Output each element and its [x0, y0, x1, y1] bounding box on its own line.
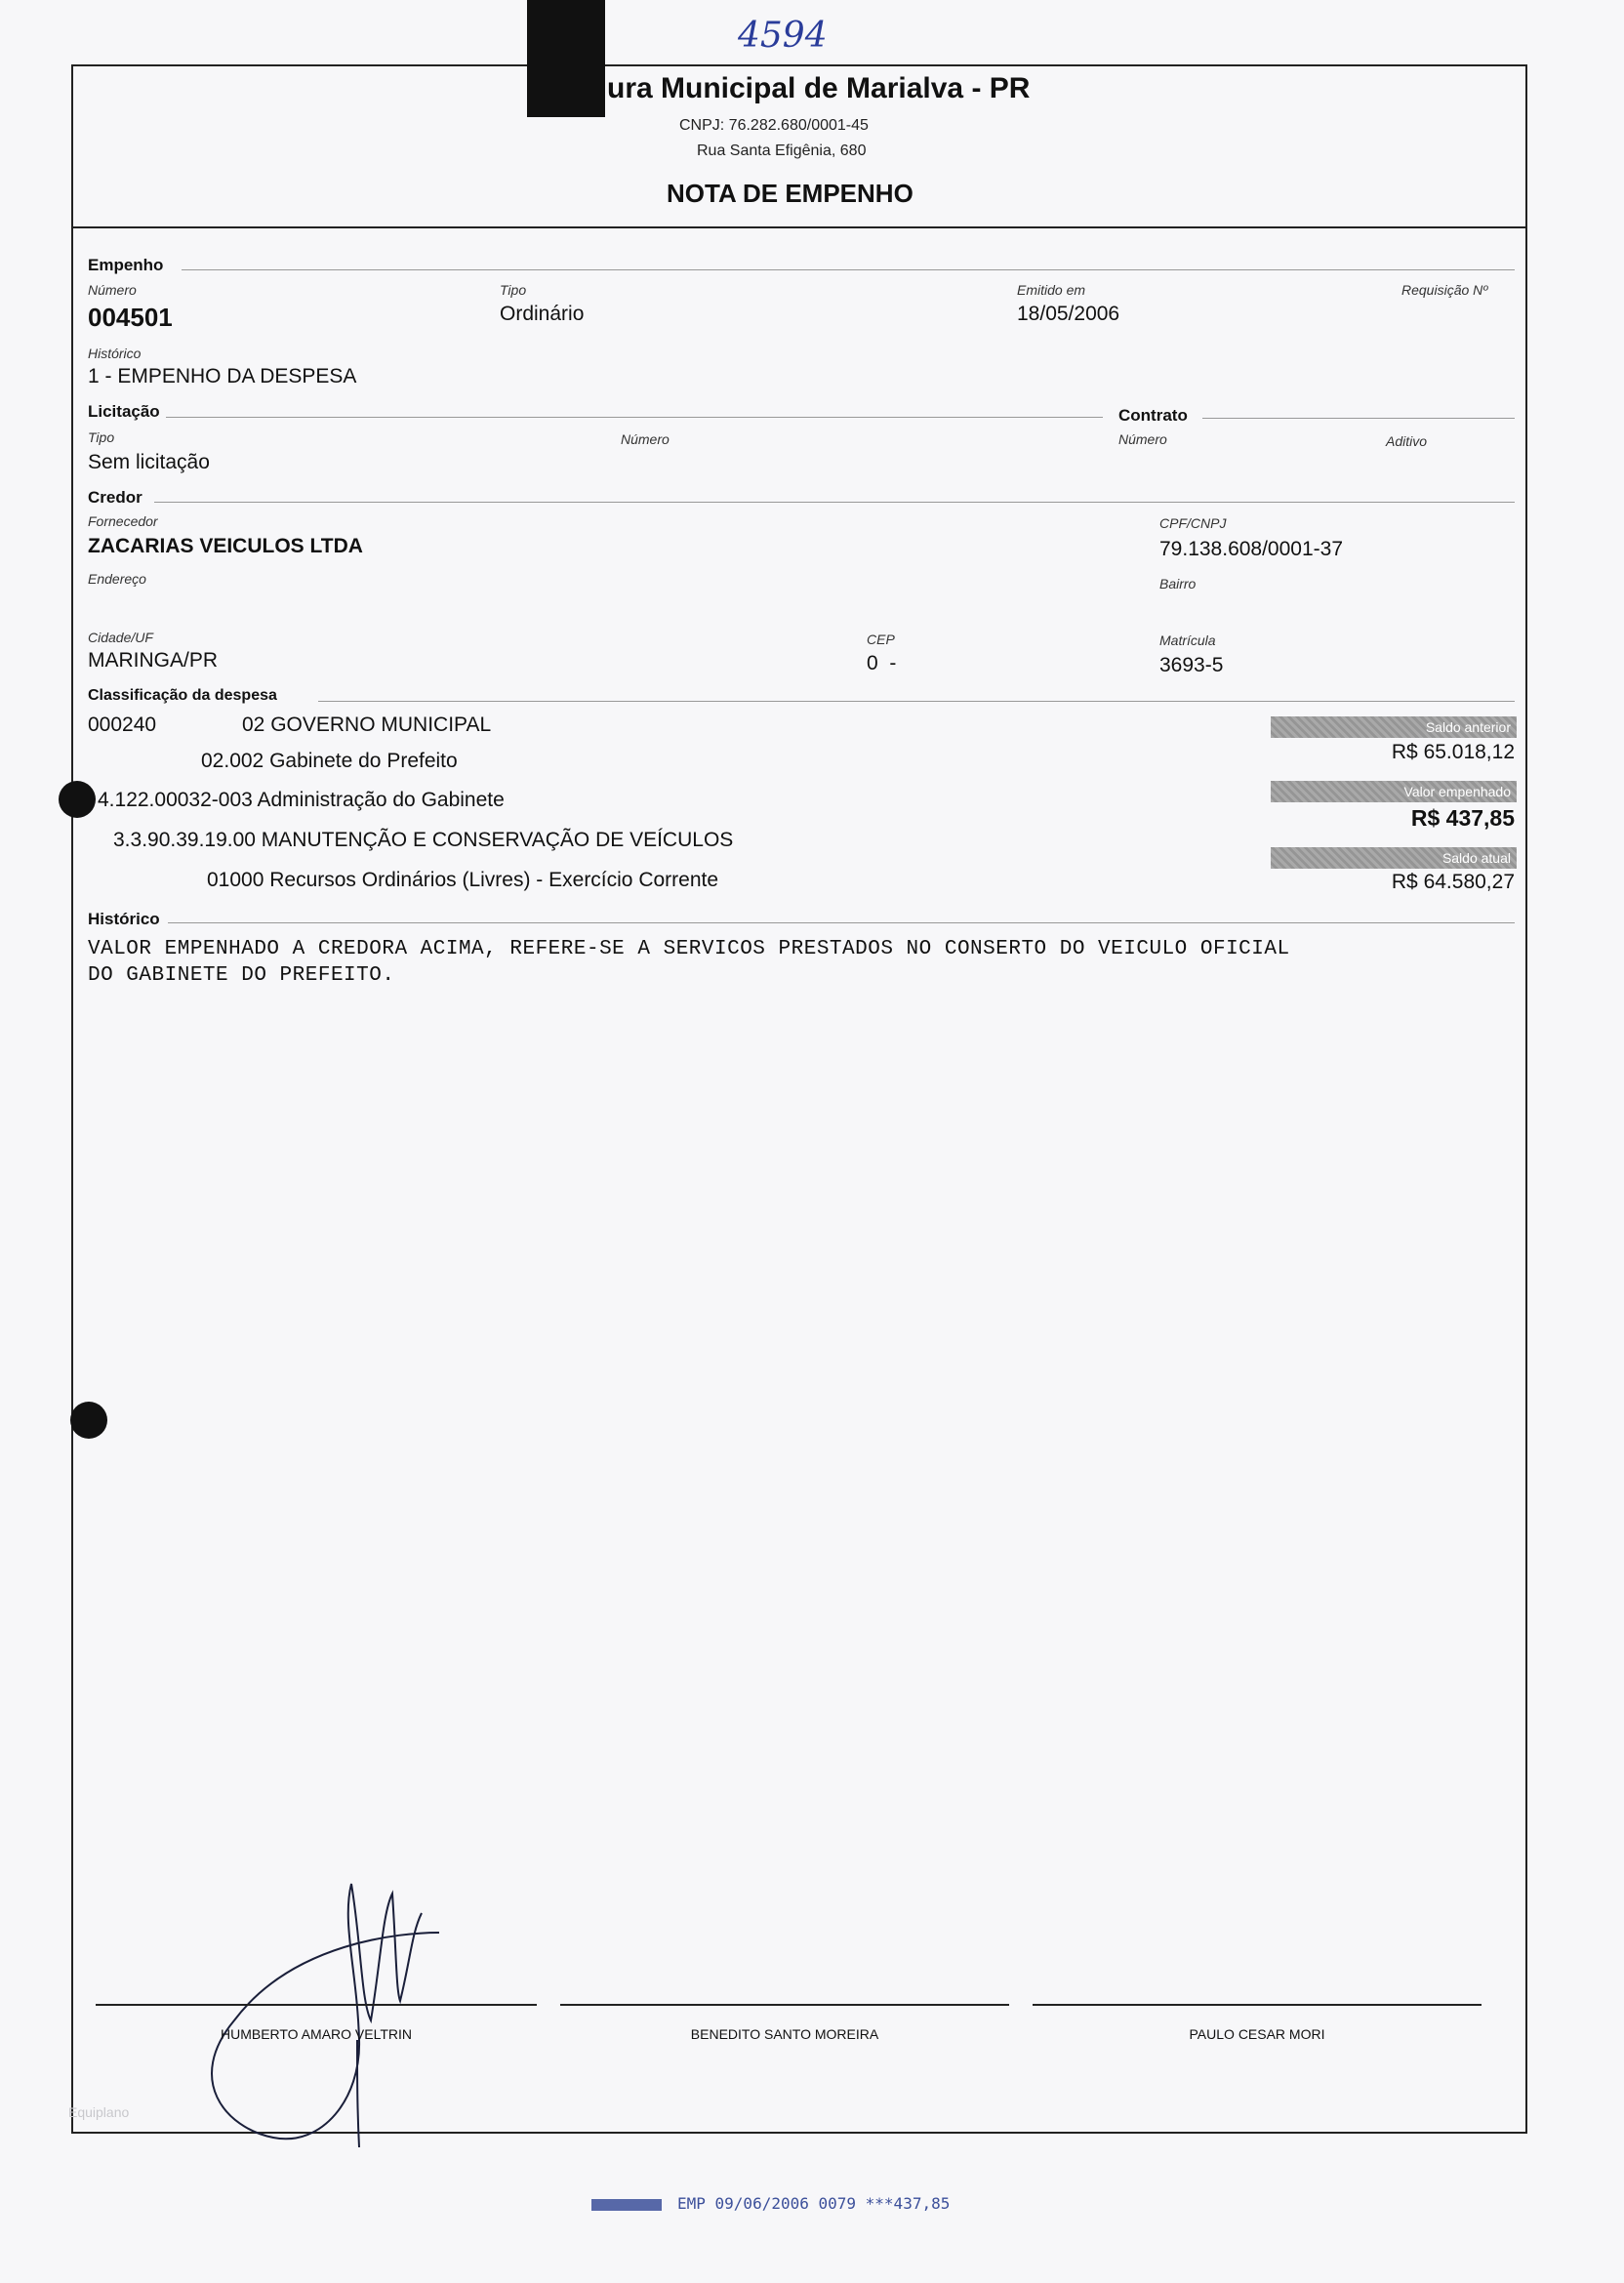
stamp-mark: [591, 2199, 662, 2211]
section-rule: [318, 701, 1515, 702]
section-licitacao: Licitação: [88, 402, 160, 421]
empenho-number: 004501: [88, 303, 173, 332]
section-rule: [1202, 418, 1515, 419]
historico-line1: VALOR EMPENHADO A CREDORA ACIMA, REFERE-SE A SERVICOS PRESTADOS NO CONSERTO DO VEICULO OFICIAL: [88, 938, 1290, 960]
section-credor: Credor: [88, 488, 142, 507]
label-licitacao-numero: Número: [621, 431, 670, 447]
signature-line-1: [96, 2004, 537, 2006]
section-empenho: Empenho: [88, 256, 164, 274]
municipality-title: ura Municipal de Marialva - PR: [607, 72, 1031, 104]
credor-fornecedor: ZACARIAS VEICULOS LTDA: [88, 535, 363, 557]
label-cpf: CPF/CNPJ: [1159, 515, 1227, 531]
classificacao-line1: 02 GOVERNO MUNICIPAL: [242, 713, 492, 736]
address-text: Rua Santa Efigênia, 680: [697, 143, 867, 159]
label-contrato-numero: Número: [1118, 431, 1167, 447]
section-rule: [154, 502, 1515, 503]
label-contrato-aditivo: Aditivo: [1386, 433, 1428, 449]
classificacao-line3: 4.122.00032-003 Administração do Gabinete: [98, 789, 505, 811]
classificacao-line5: 01000 Recursos Ordinários (Livres) - Exercício Corrente: [207, 869, 719, 891]
classificacao-line4: 3.3.90.39.19.00 MANUTENÇÃO E CONSERVAÇÃO DE VEÍCULOS: [113, 829, 734, 851]
classificacao-line2: 02.002 Gabinete do Prefeito: [201, 750, 458, 772]
valor-empenhado-value: R$ 437,85: [1410, 805, 1515, 831]
historico-line2: DO GABINETE DO PREFEITO.: [88, 964, 395, 987]
credor-cpf: 79.138.608/0001-37: [1159, 538, 1344, 560]
receipt-stamp: EMP 09/06/2006 0079 ***437,85: [677, 2194, 951, 2213]
signature-name-3: PAULO CESAR MORI: [1189, 2026, 1325, 2042]
section-classificacao: Classificação da despesa: [88, 687, 277, 704]
section-rule: [168, 922, 1515, 923]
label-fornecedor: Fornecedor: [88, 513, 158, 529]
label-bairro: Bairro: [1159, 576, 1197, 591]
section-contrato: Contrato: [1118, 406, 1188, 425]
label-licitacao-tipo: Tipo: [88, 429, 115, 445]
saldo-atual-value: R$ 64.580,27: [1391, 871, 1515, 893]
classificacao-code: 000240: [88, 713, 157, 736]
footer-brand: Equiplano: [68, 2104, 130, 2120]
document-title: NOTA DE EMPENHO: [667, 179, 914, 208]
credor-cidade: MARINGA/PR: [88, 649, 219, 672]
valor-empenhado-label: Valor empenhado: [1271, 781, 1517, 802]
signature-name-2: BENEDITO SANTO MOREIRA: [690, 2026, 879, 2042]
header-divider: [71, 226, 1525, 228]
label-numero: Número: [88, 282, 137, 298]
punch-hole: [59, 781, 96, 818]
signature-line-3: [1033, 2004, 1482, 2006]
section-historico: Histórico: [88, 910, 160, 928]
redaction-block: [527, 0, 605, 117]
signature-line-2: [560, 2004, 1009, 2006]
section-rule: [182, 269, 1515, 270]
label-cep: CEP: [867, 632, 895, 647]
credor-matricula: 3693-5: [1159, 654, 1224, 676]
label-cidade: Cidade/UF: [88, 630, 153, 645]
saldo-anterior-label: Saldo anterior: [1271, 716, 1517, 738]
label-requisicao: Requisição Nº: [1401, 282, 1488, 298]
section-rule: [166, 417, 1103, 418]
label-emitido: Emitido em: [1017, 282, 1086, 298]
empenho-tipo: Ordinário: [500, 303, 585, 325]
label-matricula: Matrícula: [1159, 632, 1216, 648]
cnpj-text: CNPJ: 76.282.680/0001-45: [679, 117, 869, 134]
signature-name-1: HUMBERTO AMARO VELTRIN: [220, 2026, 413, 2042]
label-historico-empenho: Histórico: [88, 346, 142, 361]
handwritten-number: 4594: [738, 16, 828, 56]
empenho-date: 18/05/2006: [1017, 303, 1120, 325]
punch-hole: [70, 1402, 107, 1439]
saldo-anterior-value: R$ 65.018,12: [1391, 741, 1515, 763]
credor-cep: 0 -: [867, 652, 897, 674]
label-tipo: Tipo: [500, 282, 527, 298]
licitacao-tipo: Sem licitação: [88, 451, 210, 473]
saldo-atual-label: Saldo atual: [1271, 847, 1517, 869]
label-endereco: Endereço: [88, 571, 146, 587]
handwritten-signature: [166, 1855, 498, 2147]
empenho-historico: 1 - EMPENHO DA DESPESA: [88, 365, 357, 387]
